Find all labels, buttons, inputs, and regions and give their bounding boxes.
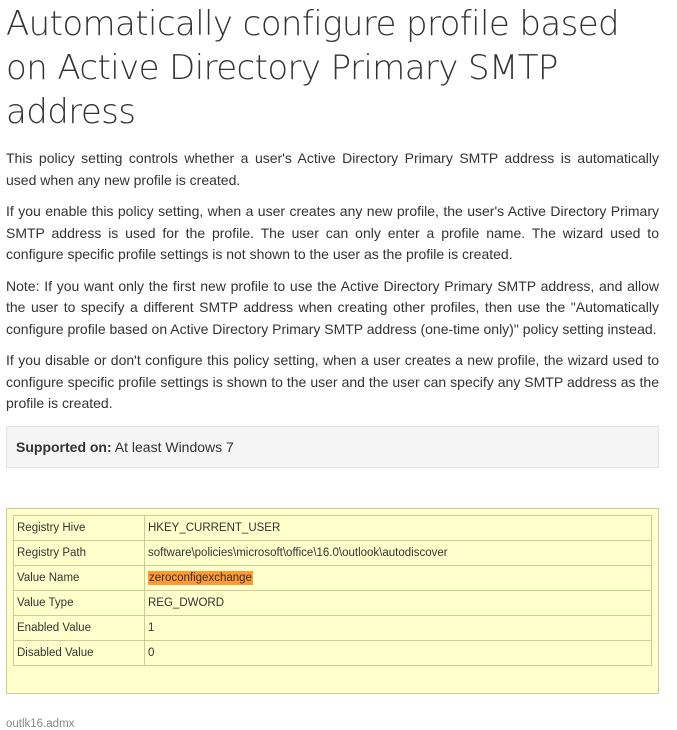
table-row: [14, 565, 652, 590]
enabled-value-label: Enabled Value: [14, 615, 145, 640]
value-name-cell: [145, 565, 652, 590]
disable-paragraph: If you disable or don't configure this policy setting, when a user creates a new profile, the wizard used to configure specific profile settings is shown to the user and the user can specify any SMTP address as the profile is created.: [6, 352, 659, 411]
enable-paragraph: If you enable this policy setting, when a user creates any new profile, the user's Active Directory Primary SMTP address is used for the profile. The user can only enter a profile name. The wizard used to configure specific profile settings is not shown to the user as the profile is created.: [6, 203, 659, 262]
supported-on-value: At least Windows 7: [114, 438, 234, 455]
enabled-value-value: 1: [145, 615, 652, 640]
registry-path-label: Registry Path: [14, 540, 145, 565]
registry-path-value: software\policies\microsoft\office\16.0\outlook\autodiscover: [145, 540, 652, 565]
supported-on-label: Supported on:: [16, 438, 112, 455]
table-row: [14, 640, 652, 665]
table-row: [14, 540, 652, 565]
registry-hive-value: HKEY_CURRENT_USER: [145, 515, 652, 540]
value-type-label: Value Type: [14, 590, 145, 615]
table-row: [14, 590, 652, 615]
supported-on-box: [6, 426, 659, 468]
registry-hive-label: Registry Hive: [14, 515, 145, 540]
description-paragraph: This policy setting controls whether a user's Active Directory Primary SMTP address is automatically used when any new profile is created.: [6, 150, 659, 188]
disabled-value-label: Disabled Value: [14, 640, 145, 665]
policy-page: [0, 2, 677, 730]
note-paragraph: Note: If you want only the first new profile to use the Active Directory Primary SMTP address, and allow the user to specify a different SMTP address when creating other profiles, then use the "Automatically configure profile based on Active Directory Primary SMTP address (one-time only)" policy setting instead.: [6, 277, 659, 337]
table-row: [14, 615, 652, 640]
admx-file-name: outlk16.admx: [6, 717, 75, 730]
registry-box: [6, 508, 659, 694]
value-name-highlighted: zeroconfigexchange: [149, 571, 252, 584]
page-title: Automatically configure profile based on Active Directory Primary SMTP address: [6, 4, 620, 132]
value-name-label: Value Name: [14, 565, 145, 590]
registry-table: [13, 515, 652, 666]
disabled-value-value: 0: [145, 640, 652, 665]
value-type-value: REG_DWORD: [145, 590, 652, 615]
table-row: [14, 515, 652, 540]
